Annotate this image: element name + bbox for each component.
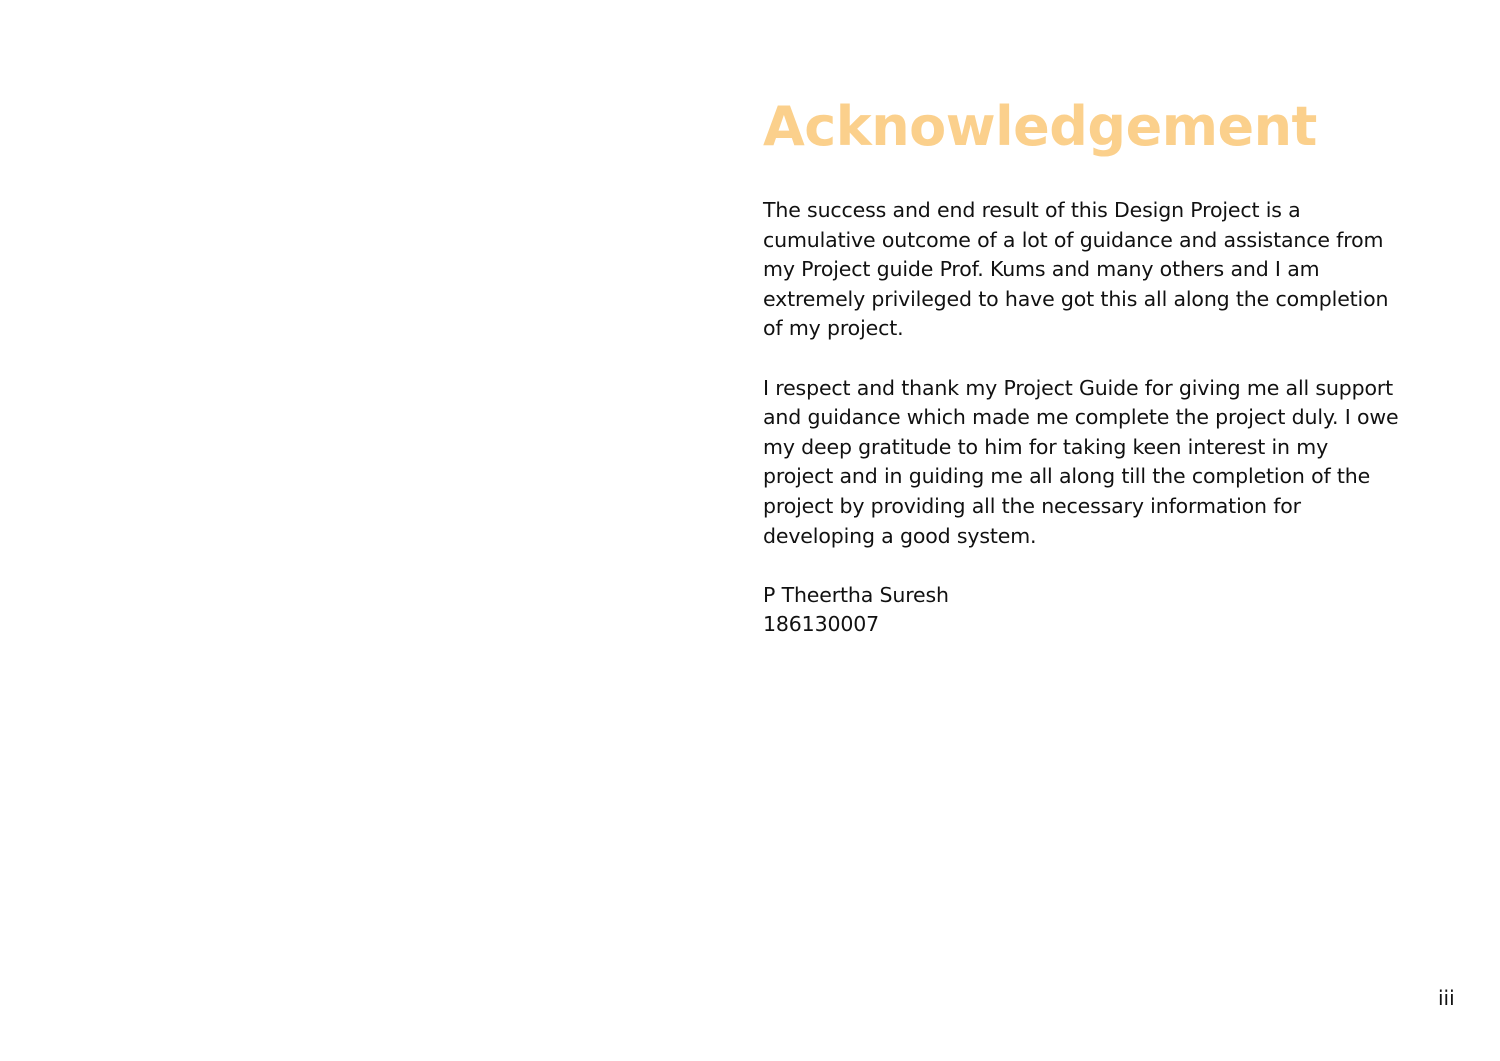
signature-block	[763, 581, 1403, 640]
author-id: 186130007	[763, 612, 880, 637]
paragraph-1: The success and end result of this Design Project is a cumulative outcome of a lot of guidance and assistance from my Project guide Prof. Kums and many others and I am extremely privileged to have got this all along the completion of my project.	[763, 198, 1389, 341]
paragraph-2: I respect and thank my Project Guide for giving me all support and guidance which made me complete the project duly. I owe my deep gratitude to him for taking keen interest in my project and in guiding me all along till the completion of the project by providing all the necessary information for developing a good system.	[763, 375, 1399, 548]
page-title: Acknowledgement	[763, 95, 1317, 158]
author-name: P Theertha Suresh	[763, 582, 949, 607]
acknowledgement-section	[763, 92, 1403, 640]
page-number: iii	[1438, 986, 1455, 1010]
